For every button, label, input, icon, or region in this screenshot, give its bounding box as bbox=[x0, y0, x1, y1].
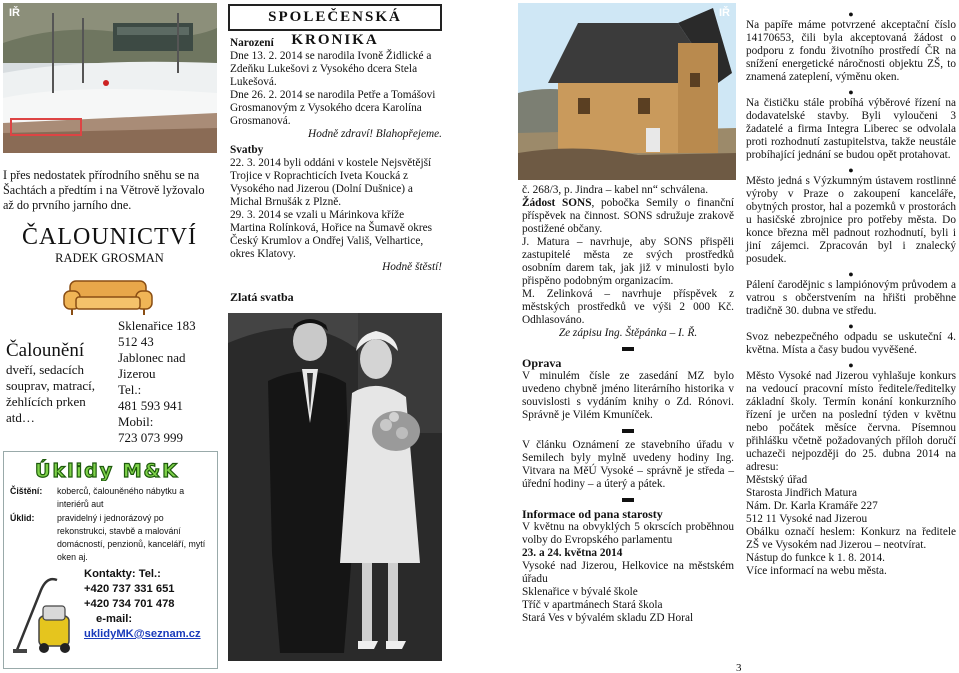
tidying-text: pravidelný i jednorázový po rekonstrukci, stavbě a malování domácností, penzionů, kanceláří, mytí oken aj. bbox=[57, 513, 206, 562]
news-item: Město Vysoké nad Jizerou vyhlašuje konkurs na vedoucí pracovní místo ředitele/ředitelky základní školy. Termín konání konkurzního řízení je určen na poslední týden v květnu nebo počátek měsíce června. Písemnou přihlášku včetně požadovaných příloh doručí uchazeči nejpozději do 25. dubna 2014 na adresu: bbox=[746, 370, 956, 473]
cleaning-label: Čištění: bbox=[10, 486, 43, 496]
bullet-dot: ● bbox=[848, 321, 854, 331]
mayor-info-text: V květnu na obvyklých 5 okrscích proběhnou volby do Evropského parlamentu bbox=[522, 521, 734, 546]
weddings-wish: Hodně štěstí! bbox=[382, 261, 442, 273]
polling-place: Sklenařice v bývalé škole bbox=[522, 586, 638, 598]
contact-line: Tel.: bbox=[118, 382, 142, 397]
polling-place: Tříč v apartmánech Stará škola bbox=[522, 599, 663, 611]
wedding-couple-illustration bbox=[228, 313, 442, 661]
news-item: Pálení čarodějnic s lampiónovým průvodem a vatrou s občerstvením na hřišti proběhne tradičně 30. dubna ve středu. bbox=[746, 279, 956, 317]
email-label: e-mail: bbox=[96, 613, 133, 625]
column-4 bbox=[746, 0, 958, 673]
page-number: 3 bbox=[736, 662, 742, 673]
cleaning-ad bbox=[3, 451, 218, 669]
contact-line: 512 43 bbox=[118, 334, 154, 349]
separator bbox=[622, 347, 634, 351]
address-line: Nám. Dr. Karla Kramáře 227 bbox=[746, 500, 878, 512]
minutes-paragraph bbox=[522, 197, 734, 236]
wedding-entry: 29. 3. 2014 se vzali u Márinkova kříže Martina Rolínková, Hořice na Šumavě okres Český Krumlov a Ondřej Vališ, Velhartice, okres Klatovy. bbox=[230, 209, 433, 260]
uklidy-logo bbox=[22, 459, 192, 481]
cleaning-text: koberců, čalouněného nábytku a interiérů aut bbox=[57, 486, 185, 509]
phone-2: +420 734 701 478 bbox=[84, 598, 175, 610]
news-item: Obálku označí heslem: Konkurz na ředitele ZŠ ve Vysokém nad Jizerou – neotvírat. bbox=[746, 526, 956, 551]
minutes-paragraph: č. 268/3, p. Jindra – kabel nn“ schválena. bbox=[522, 184, 709, 196]
column-3 bbox=[518, 0, 736, 673]
contacts-label: Kontakty: Tel.: bbox=[84, 568, 161, 580]
building-office-note: V článku Oznámení ze stavebního úřadu v Semilech byly mylně uvedeny hodiny Ing. Vitvara na MěÚ Vysoké – správně je středa – úřední hodiny – a úterý a pátek. bbox=[522, 439, 734, 490]
news-item: Více informací na webu města. bbox=[746, 565, 887, 577]
minutes-paragraph: J. Matura – navrhuje, aby SONS přispěli zastupitelé města ze svých prostředků osobním darem tak, jak již v minulosti bylo přispěno podobným organizacím. bbox=[522, 236, 734, 287]
house-construction-photo bbox=[518, 3, 736, 180]
polling-place: Vysoké nad Jizerou, Helkovice na městském úřadu bbox=[522, 560, 734, 585]
separator bbox=[622, 429, 634, 433]
election-date: 23. a 24. května 2014 bbox=[522, 547, 623, 559]
photo-credit: IŘ bbox=[9, 7, 20, 19]
contact-line: Jablonec nad bbox=[118, 350, 186, 365]
minutes-paragraph: M. Zelinková – navrhuje příspěvek z městských prostředků ve výši 2 000 Kč. Odhlasováno. bbox=[522, 288, 734, 326]
bullet-dot: ● bbox=[848, 87, 854, 97]
section-title: SPOLEČENSKÁ KRONIKA bbox=[228, 4, 442, 31]
ski-slope-illustration bbox=[3, 3, 217, 153]
ski-caption: I přes nedostatek přírodního sněhu se na Šachtách a předtím i na Větrově lyžovalo až do prvního jarního dne. bbox=[3, 168, 205, 212]
news-item: Svoz nebezpečného odpadu se uskuteční 4. května. Místa a časy budou vyvěšené. bbox=[746, 331, 956, 356]
ski-slope-photo bbox=[3, 3, 217, 153]
column-2 bbox=[228, 0, 442, 673]
uklidy-logo-text: Úklidy M&K bbox=[35, 460, 179, 481]
upholstery-title: ČALOUNICTVÍ bbox=[22, 224, 197, 250]
separator bbox=[622, 498, 634, 502]
birth-entry: Dne 26. 2. 2014 se narodila Petře a Tomášovi Grosmanovým z Vysokého dcera Karolína Grosmanová. bbox=[230, 89, 436, 127]
news-item: Město jedná s Výzkumným ústavem rostlinné výroby v Praze o zakoupení kanceláře, obytných prostor, hal a pozemků v prostorách u hasičské zbrojnice pro potřeby města. Do konce března měl padnout rozhodnutí, byli i jiní zájemci. Zpracován byl i znalecký posudek. bbox=[746, 175, 956, 265]
bullet-dot: ● bbox=[848, 360, 854, 370]
council-minutes bbox=[522, 184, 734, 625]
weddings-heading: Svatby bbox=[230, 144, 264, 156]
contact-line: 723 073 999 bbox=[118, 430, 183, 445]
tidying-label: Úklid: bbox=[10, 513, 35, 523]
correction-text: V minulém čísle ze zasedání MZ bylo uvedeno chybně jméno literárního historika v souvislosti s vydáním knihy o Zd. Rónovi. Správně je Vilém Kmuníček. bbox=[522, 370, 734, 421]
address-line: 512 11 Vysoké nad Jizerou bbox=[746, 513, 868, 525]
polling-place: Stará Ves v bývalém skladu ZD Horal bbox=[522, 612, 694, 624]
contact-line: Jizerou bbox=[118, 366, 156, 381]
upholstery-contact bbox=[118, 318, 218, 446]
news-item: Nástup do funkce k 1. 8. 2014. bbox=[746, 552, 885, 564]
golden-wedding-photo bbox=[228, 313, 442, 661]
contact-line: Mobil: bbox=[118, 414, 154, 429]
contact-line: Sklenařice 183 bbox=[118, 318, 196, 333]
upholstery-owner: RADEK GROSMAN bbox=[55, 251, 164, 265]
correction-heading: Oprava bbox=[522, 356, 562, 370]
minutes-text: , pobočka Semily o finanční příspěvek na činnost. SONS sdružuje zrakově postižené občany. bbox=[522, 197, 735, 235]
photo-credit: IŘ bbox=[719, 7, 730, 19]
mayor-news bbox=[746, 6, 956, 578]
upholstery-lead: Čalounění bbox=[6, 340, 85, 361]
births-heading: Narození bbox=[230, 37, 274, 49]
bullet-dot: ● bbox=[848, 9, 854, 19]
cleaning-contacts bbox=[84, 567, 214, 642]
sofa-icon bbox=[62, 275, 154, 317]
vacuum-cleaner-icon bbox=[11, 570, 73, 656]
column-1 bbox=[0, 0, 219, 673]
chronicle-body bbox=[230, 37, 442, 274]
upholstery-services bbox=[6, 340, 116, 426]
address-line: Starosta Jindřich Matura bbox=[746, 487, 858, 499]
news-item: Na čističku stále probíhá výběrové řízení na dodavatelské stavby. Byli vyloučeni 3 žadatelé a firma Integra Liberec se odvolala proti rozhodnutí zastupitelstva, takže neustále probíhající jednání se budou opět protahovat. bbox=[746, 97, 956, 161]
birth-entry: Dne 13. 2. 2014 se narodila Ivoně Židlické a Zdeňku Lukešovi z Vysokého dcera Stela Lukešová. bbox=[230, 50, 432, 88]
births-wish: Hodně zdraví! Blahopřejeme. bbox=[308, 128, 442, 140]
upholstery-services-text: dveří, sedacích souprav, matrací, žehlících prken atd… bbox=[6, 362, 96, 425]
wedding-entry: 22. 3. 2014 byli oddáni v kostele Nejsvětější Trojice v Roprachticích Iveta Koucká z Vysokého nad Jizerou (Dolní Dušnice) a Michal Brnušák z Plzně. bbox=[230, 157, 432, 208]
bullet-dot: ● bbox=[848, 269, 854, 279]
golden-wedding-heading: Zlatá svatba bbox=[230, 290, 294, 304]
bullet-dot: ● bbox=[848, 165, 854, 175]
address-line: Městský úřad bbox=[746, 474, 808, 486]
phone-1: +420 737 331 651 bbox=[84, 583, 175, 595]
minutes-signature: Ze zápisu Ing. Štěpánka – I. Ř. bbox=[558, 327, 698, 339]
contact-line: 481 593 941 bbox=[118, 398, 183, 413]
house-illustration bbox=[518, 3, 736, 180]
mayor-info-heading: Informace od pana starosty bbox=[522, 507, 663, 521]
news-item: Na papíře máme potvrzené akceptační číslo 14170653, čili byla akceptovaná žádost o podporu z fondu životního prostředí ČR na snížení energetické náročnosti objektu ZŠ, to znamená zateplení, výměnu oken. bbox=[746, 19, 956, 83]
minutes-bold: Žádost SONS bbox=[522, 197, 592, 209]
email-link[interactable]: uklidyMK@seznam.cz bbox=[84, 628, 201, 640]
